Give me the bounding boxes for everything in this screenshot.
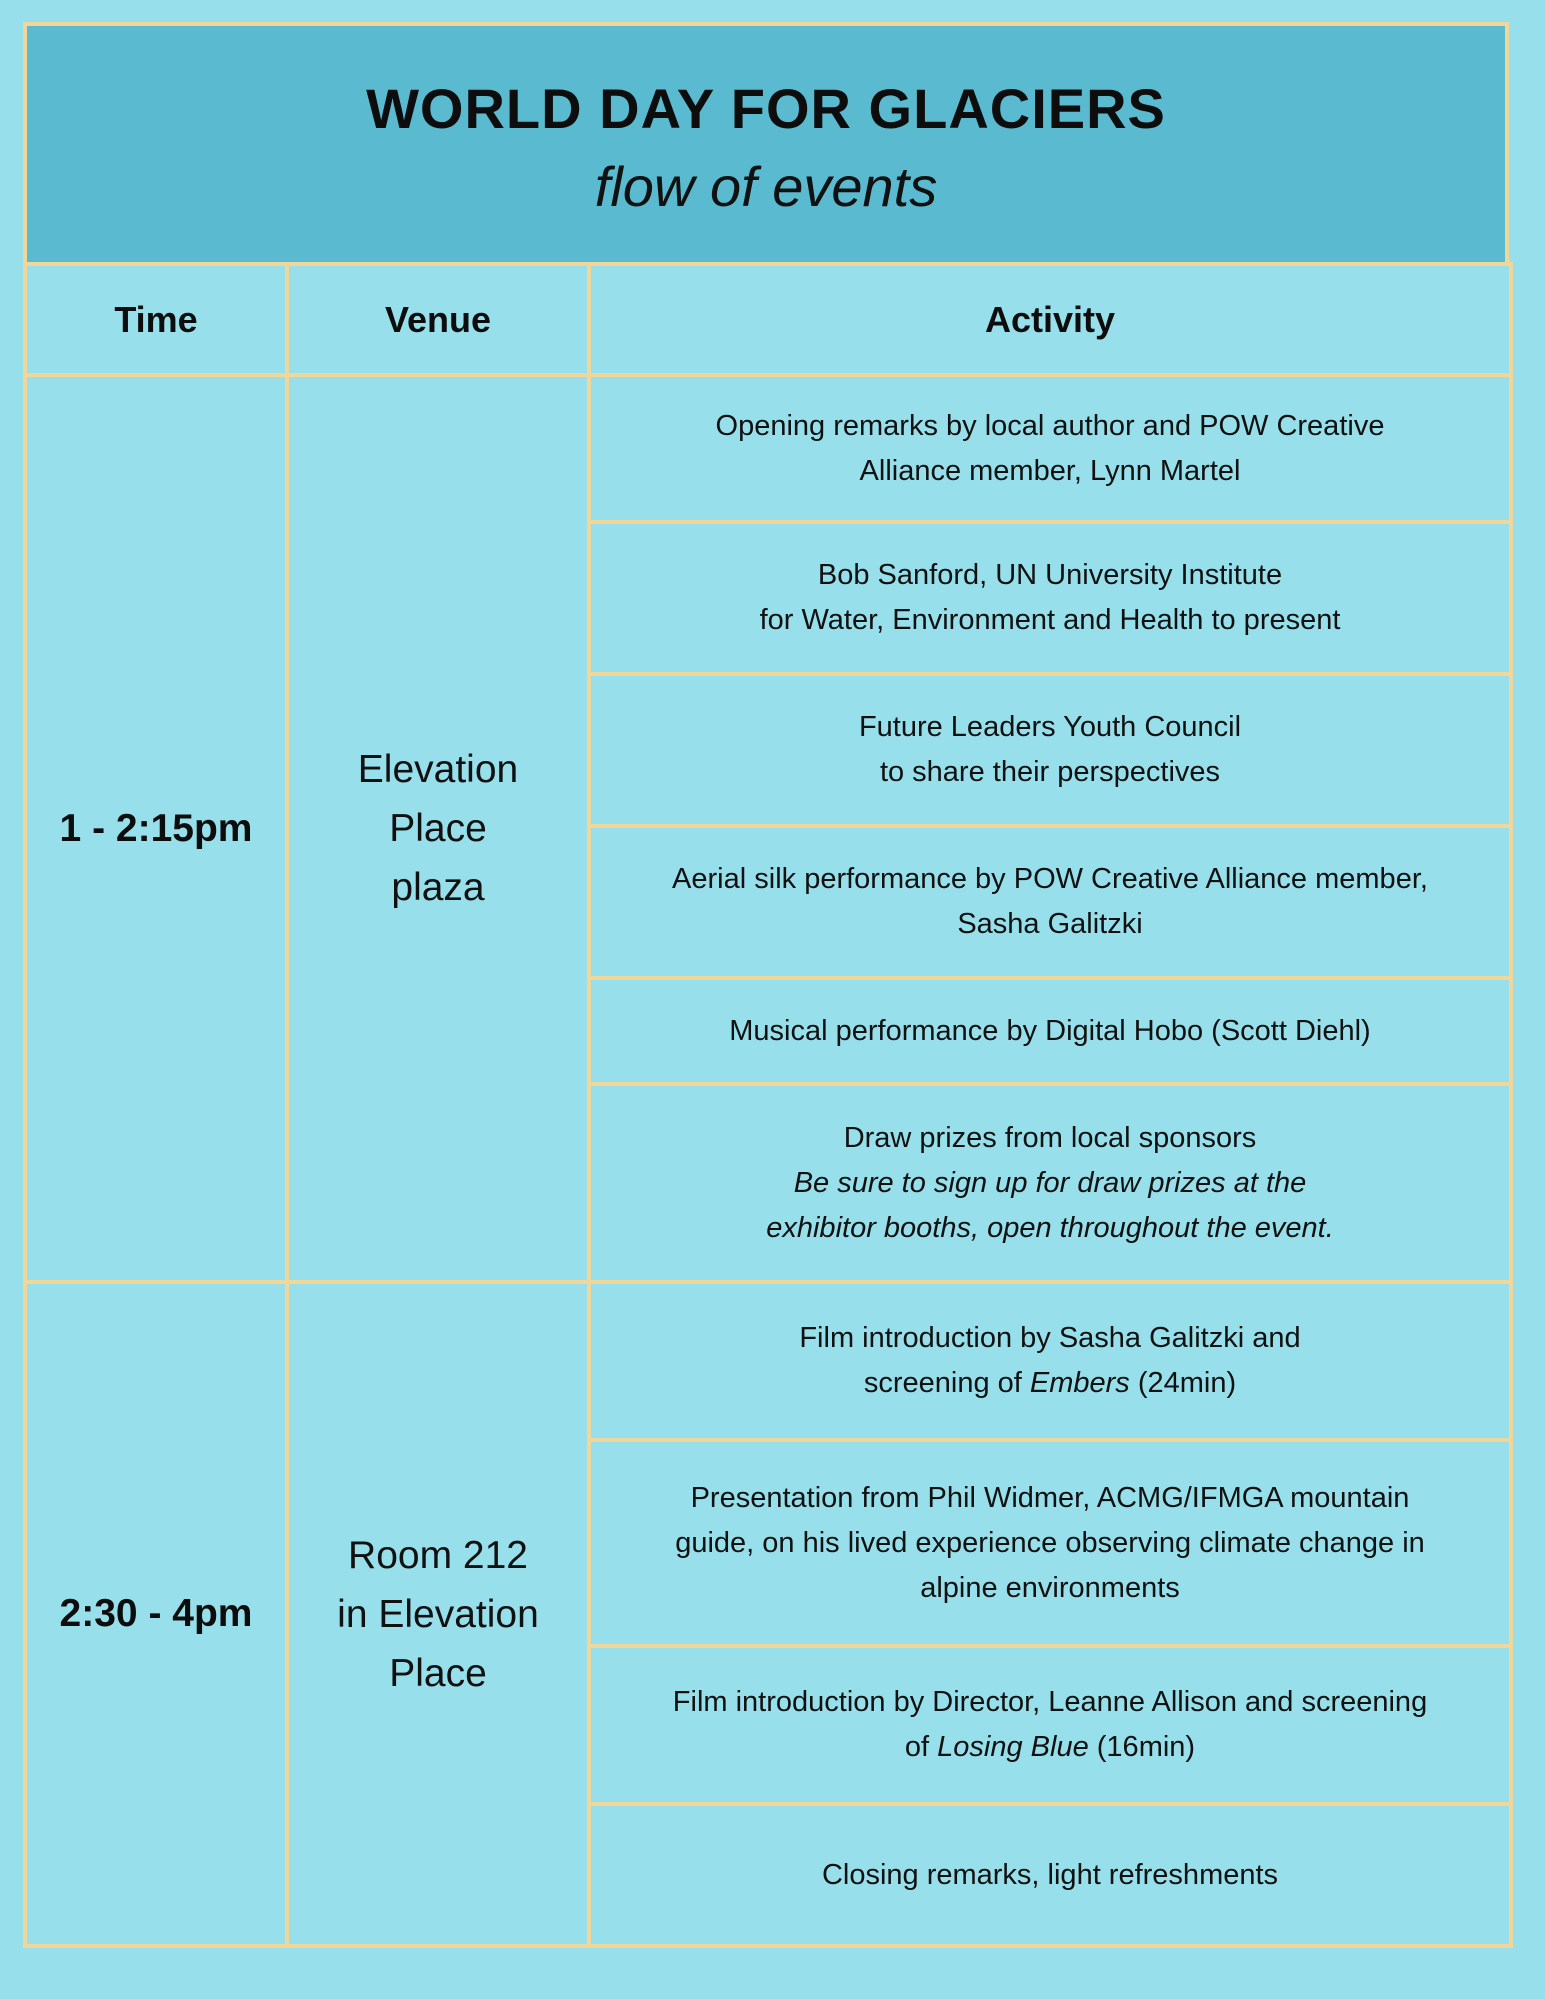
- activity-cell: [589, 1804, 1511, 1946]
- activity-note-line: exhibitor booths, open throughout the event.: [766, 1211, 1334, 1244]
- table-row: [25, 1282, 1511, 1440]
- activity-cell: [589, 1440, 1511, 1646]
- activity-line: Opening remarks by local author and POW Creative: [715, 409, 1385, 442]
- activity-cell: [589, 826, 1511, 978]
- activity-line: Future Leaders Youth Council: [858, 711, 1242, 743]
- activity-line: Sasha Galitzki: [957, 908, 1143, 940]
- activity-cell: [589, 522, 1511, 674]
- activity-note-line: Be sure to sign up for draw prizes at the: [793, 1166, 1307, 1199]
- activity-line: for Water, Environment and Health to present: [759, 604, 1341, 636]
- activity-line: [619, 1725, 1481, 1770]
- activity-text: (24min): [1129, 1367, 1237, 1399]
- column-header-activity: Activity: [589, 264, 1511, 375]
- table-header-row: [25, 264, 1511, 375]
- venue-line: Place: [389, 807, 487, 850]
- header-banner: [23, 22, 1509, 266]
- venue-cell-block-2: [287, 1282, 589, 1946]
- activity-cell: [589, 978, 1511, 1084]
- venue-line: Room 212: [348, 1533, 528, 1577]
- column-header-time: Time: [25, 264, 287, 375]
- activity-line: Aerial silk performance by POW Creative Alliance member,: [672, 863, 1428, 895]
- activity-line: Film introduction by Sasha Galitzki and: [799, 1322, 1301, 1354]
- activity-line: Film introduction by Director, Leanne Allison and screening: [672, 1686, 1428, 1718]
- schedule-frame: [23, 22, 1509, 1954]
- activity-cell: [589, 674, 1511, 826]
- activity-line: Bob Sanford, UN University Institute: [817, 559, 1283, 591]
- activity-text: (16min): [1088, 1731, 1196, 1763]
- activity-line: guide, on his lived experience observing climate change in: [675, 1526, 1425, 1559]
- venue-line: Elevation: [357, 748, 519, 791]
- activity-line: Closing remarks, light refreshments: [821, 1858, 1279, 1891]
- film-title: Losing Blue: [937, 1731, 1089, 1763]
- venue-cell-block-1: [287, 375, 589, 1282]
- activity-cell: [589, 1084, 1511, 1282]
- page-subtitle: flow of events: [594, 155, 938, 218]
- activity-line: [619, 1361, 1481, 1406]
- column-header-venue: Venue: [287, 264, 589, 375]
- activity-line: Musical performance by Digital Hobo (Scott Diehl): [729, 1014, 1371, 1047]
- activity-line: Alliance member, Lynn Martel: [859, 454, 1241, 487]
- venue-line: in Elevation: [337, 1592, 539, 1636]
- page-title: WORLD DAY FOR GLACIERS: [366, 77, 1166, 140]
- activity-line: Draw prizes from local sponsors: [843, 1121, 1257, 1154]
- activity-line: to share their perspectives: [879, 756, 1221, 788]
- time-cell-block-1: 1 - 2:15pm: [25, 375, 287, 1282]
- activity-cell: [589, 1282, 1511, 1440]
- activity-line: alpine environments: [920, 1571, 1180, 1604]
- film-title: Embers: [1029, 1367, 1130, 1399]
- activity-text: screening of: [863, 1367, 1030, 1399]
- venue-line: plaza: [391, 866, 485, 909]
- table-row: [25, 375, 1511, 522]
- venue-line: Place: [389, 1651, 487, 1695]
- time-cell-block-2: 2:30 - 4pm: [25, 1282, 287, 1946]
- activity-text: of: [904, 1731, 938, 1763]
- activity-cell: [589, 375, 1511, 522]
- activity-cell: [589, 1646, 1511, 1804]
- events-table: [23, 262, 1513, 1948]
- activity-line: Presentation from Phil Widmer, ACMG/IFMGA mountain: [690, 1481, 1410, 1514]
